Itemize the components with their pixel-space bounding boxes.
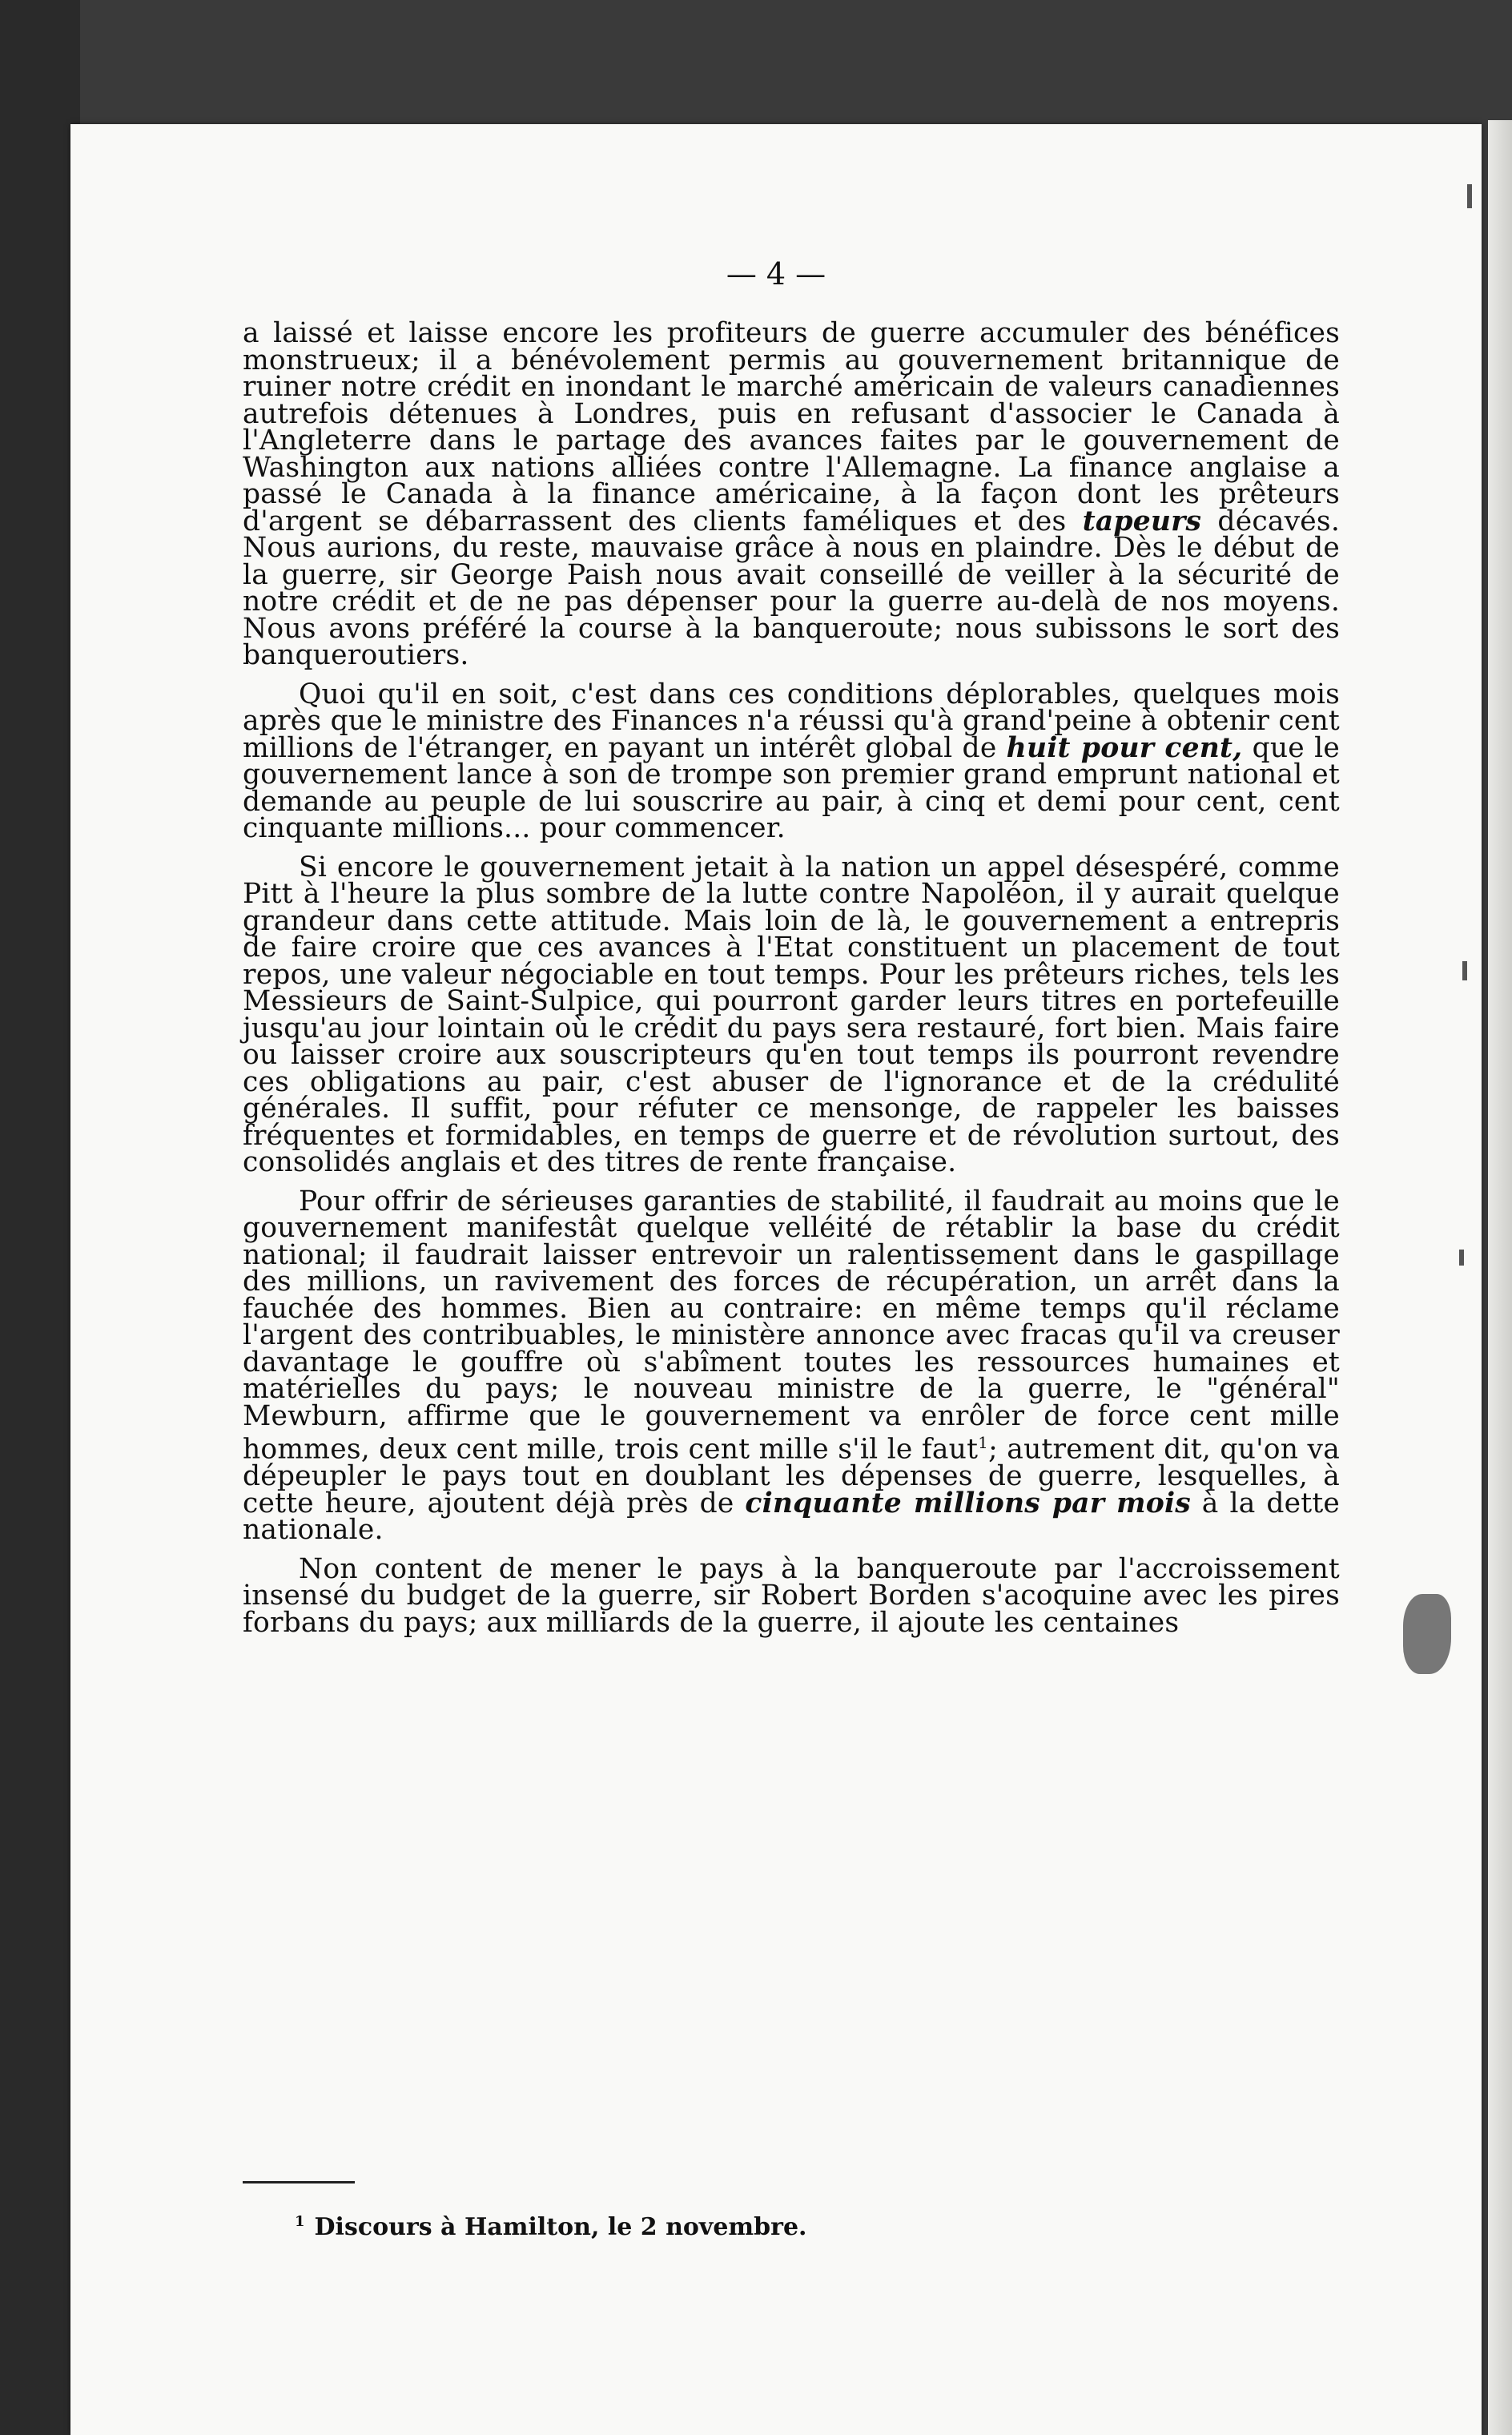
p4-tail: ; autrement dit, qu'on va dépeupler le pays tout en doublant les dépenses de guerre, lesquelles, à cette heure, ajoutent déjà près de xyxy=(243,1433,1340,1519)
paragraph-4 xyxy=(243,1185,1341,1546)
p2-before: Quoi qu'il en soit, c'est dans ces conditions déplorables, quelques mois après que le ministre des Finances n'a réussi qu'à grand'peine à obtenir cent millions de l'étranger, en payant un intérêt global de xyxy=(243,678,1340,764)
page-number: — 4 — xyxy=(726,256,826,292)
p4-main: Pour offrir de sérieuses garanties de stabilité, il faudrait au moins que le gouvernement manifestât quelque velléité de rétablir la base du crédit national; il faudrait laisser entrevoir un ralentissement dans le gaspillage des millions, un ravivement des forces de récupération, un arrêt dans la fauchée des hommes. Bien au contraire: en même temps qu'il réclame l'argent des contribuables, le ministère annonce avec fracas qu'il va creuser davantage le gouffre où s'abîment toutes les ressources humaines et matérielles du pays; le nouveau ministre de la guerre, le "général" Mewburn, affirme que le gouvernement va enrôler de force cent mille hommes, deux cent mille, trois cent mille s'il le faut xyxy=(243,1185,1340,1466)
paragraph-1 xyxy=(243,317,1340,671)
p2-after: que le gouvernement lance à son de trompe son premier grand emprunt national et demande au peuple de lui souscrire au pair, à cinq et demi pour cent, cent cinquante millions... pour commencer. xyxy=(243,731,1340,844)
footnote-mark: 1 xyxy=(295,2213,305,2230)
margin-mark xyxy=(1462,961,1467,980)
footnote xyxy=(295,2213,806,2241)
p2-italic: huit pour cent, xyxy=(1006,731,1243,764)
p1-before: a laissé et laisse encore les profiteurs de guerre accumuler des bénéfices monstrueux; il a bénévolement permis au gouvernement britannique de ruiner notre crédit en inondant le marché américain de valeurs canadiennes autrefois détenues à Londres, puis en refusant d'associer le Canada à l'Angleterre dans le partage des avances faites par le gouvernement de Washington aux nations alliées contre l'Allemagne. La finance anglaise a passé le Canada à la finance américaine, à la façon dont les prêteurs d'argent se débarrassent des clients faméliques et des xyxy=(243,317,1340,537)
margin-mark xyxy=(1467,184,1472,208)
paragraph-5: Non content de mener le pays à la banqueroute par l'accroissement insensé du budget de la guerre, sir Robert Borden s'acoquine avec les pires forbans du pays; aux milliards de la guerre, il ajoute les centaines xyxy=(243,1552,1340,1639)
paragraph-2 xyxy=(243,678,1340,844)
p4-italic: cinquante millions par mois xyxy=(745,1487,1191,1519)
scan-blot xyxy=(1403,1594,1451,1674)
p1-italic: tapeurs xyxy=(1082,505,1202,537)
adjacent-page-edge xyxy=(1488,120,1512,2435)
footnote-text: Discours à Hamilton, le 2 novembre. xyxy=(314,2213,807,2241)
paragraph-3: Si encore le gouvernement jetait à la nation un appel désespéré, comme Pitt à l'heure la plus sombre de la lutte contre Napoléon, il y aurait quelque grandeur dans cette attitude. Mais loin de là, le gouvernement a entrepris de faire croire que ces avances à l'Etat constituent un placement de tout repos, une valeur négociable en tout temps. Pour les prêteurs riches, tels les Messieurs de Saint-Sulpice, qui pourront garder leurs titres en portefeuille jusqu'au jour lointain où le crédit du pays sera restauré, fort bien. Mais faire ou laisser croire aux souscripteurs qu'en tout temps ils pourront revendre ces obligations au pair, c'est abuser de l'ignorance et de la crédulité générales. Il suffit, pour réfuter ce mensonge, de rappeler les baisses fréquentes et formidables, en temps de guerre et de révolution surtout, des consolidés anglais et des titres de rente française. xyxy=(243,851,1340,1178)
footnote-ref: 1 xyxy=(978,1433,989,1452)
margin-mark xyxy=(1459,1250,1464,1266)
p4-end: à la dette nationale. xyxy=(243,1487,1341,1546)
p1-after: décavés. Nous aurions, du reste, mauvaise grâce à nous en plaindre. Dès le début de la guerre, sir George Paish nous avait conseillé de veiller à la sécurité de notre crédit et de ne pas dépenser pour la guerre au-delà de nos moyens. Nous avons préféré la course à la banqueroute; nous subissons le sort des banqueroutiers. xyxy=(243,505,1340,671)
scan-background xyxy=(0,0,80,2435)
body-text xyxy=(243,317,1341,1648)
footnote-rule xyxy=(243,2181,355,2183)
document-page xyxy=(70,124,1482,2435)
